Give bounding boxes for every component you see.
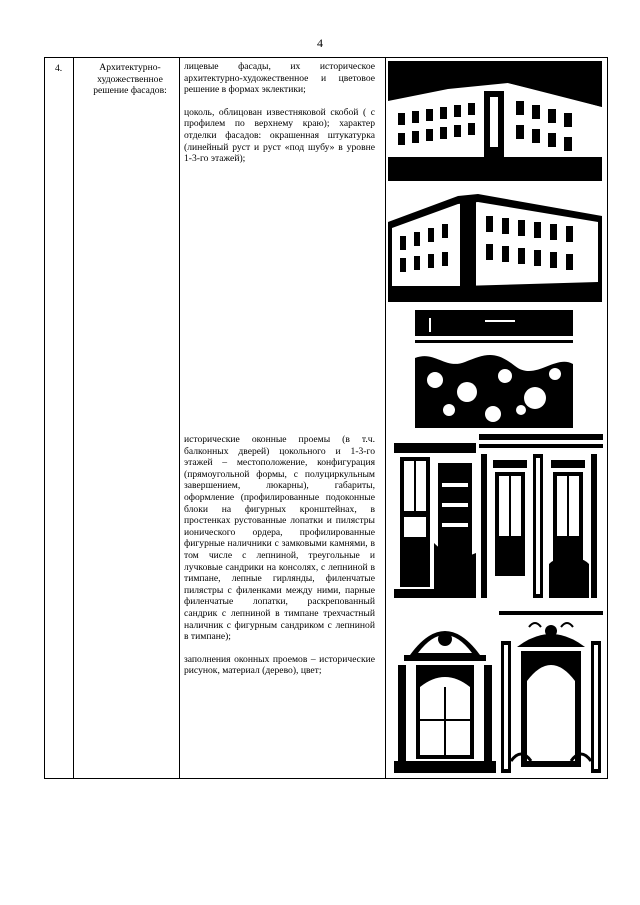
facade-photo — [415, 310, 573, 428]
window-photo — [394, 611, 496, 773]
window-photo — [499, 611, 603, 773]
windows-paragraph: заполнения оконных проемов – исторические рисунок, материал (дерево), цвет; — [184, 653, 375, 677]
facade-paragraph: цоколь, облицован известняковой скобой ( с профилем по верхнему краю); характер отделки фасадов: окрашенная штукатурка (линейный руст и руст «под шубу» в уровне 1-3-го этажей); — [184, 106, 375, 165]
window-photo — [394, 443, 476, 598]
monument-subject-table — [44, 57, 608, 779]
page-number: 4 — [317, 36, 323, 50]
column-divider — [73, 58, 74, 778]
facade-description — [184, 61, 375, 165]
facade-photo — [388, 182, 602, 302]
window-photo — [479, 434, 603, 598]
column-divider — [385, 58, 386, 778]
facade-photo — [388, 61, 602, 181]
windows-paragraph: исторические оконные проемы (в т.ч. балконных дверей) цокольного и 1-3-го этажей – местоположение, конфигурация (прямоугольной формы, с полуциркульным завершением, люкарны), габариты, оформление (профилированные подоконные блоки на фигурных кронштейнах, в простенках рустованные лопатки и пилястры ионического ордера, профилированные фигурные наличники с замковыми камнями, в том числе с лепниной, треугольные и лучковые сандрики на консолях, с лепниной в тимпане, лепные гирлянды, филенчатые пилястры с филенками между ними, парные филенчатые лопатки, раскрепованный сандрик с лепниной в тимпане трехчастный наличник с фигурным сандриком с лепниной в тимпане); — [184, 434, 375, 643]
column-divider — [179, 58, 180, 778]
row-number: 4. — [55, 63, 63, 74]
windows-description — [184, 434, 375, 677]
row-title: Архитектурно-художественное решение фасадов: — [93, 62, 167, 97]
facade-paragraph: лицевые фасады, их историческое архитектурно-художественное и цветовое решение в формах эклектики; — [184, 61, 375, 96]
